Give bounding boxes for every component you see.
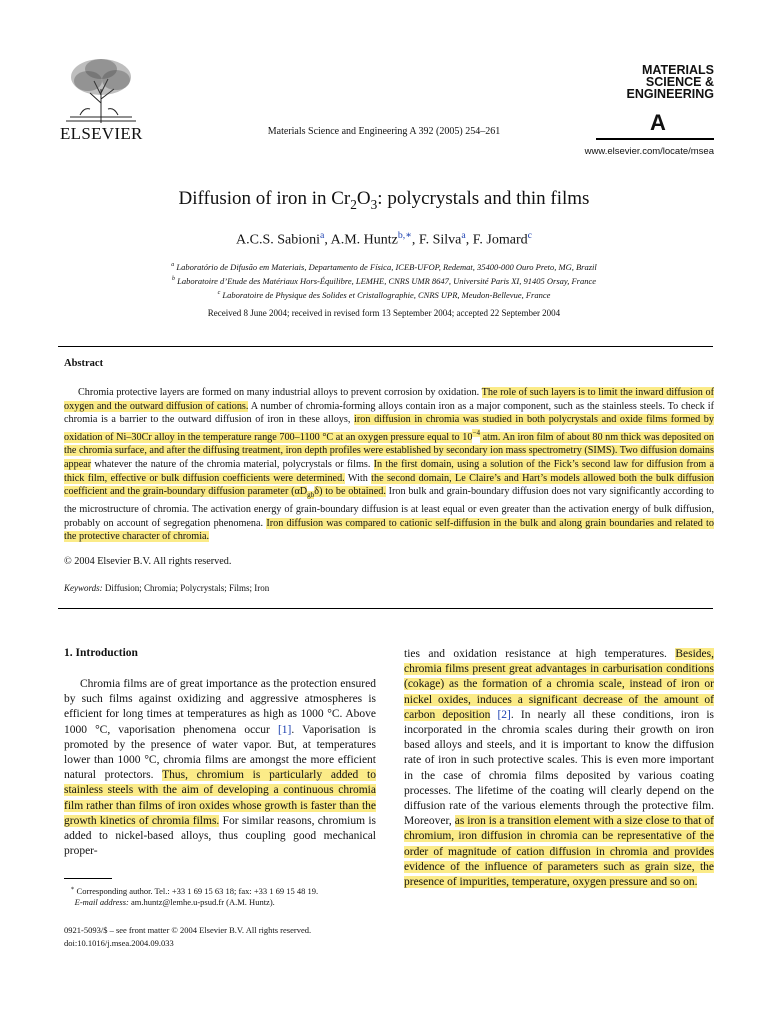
author-affiliation-mark[interactable]: c — [527, 230, 532, 241]
right-column — [404, 647, 714, 890]
abstract-highlight: the second domain, Le Claire’s and Hart’s models allowed both the bulk diffusion coefficient and the grain-boundary diffusion parameter (αD — [64, 472, 715, 498]
citation-link[interactable]: [2] — [497, 708, 511, 721]
journal-logo — [596, 64, 714, 100]
affiliation-mark: c — [217, 290, 221, 297]
abstract-highlight: δ) to be obtained. — [314, 486, 386, 498]
author-separator: , — [324, 232, 331, 248]
abstract-body — [64, 386, 714, 544]
abstract-top-rule — [58, 346, 713, 347]
keywords-text: Diffusion; Chromia; Polycrystals; Films; Iron — [104, 583, 270, 593]
abstract-highlight: In the first domain, using a solution of the Fick’s second law for diffusion from a thick film, effective or bulk diffusion coefficients were determined. — [64, 458, 714, 484]
footnote-mark: ∗ — [70, 886, 75, 892]
footnote-corresponding — [64, 884, 394, 897]
author-affiliation-mark[interactable]: a — [461, 230, 466, 241]
title-part: O — [356, 188, 371, 209]
intro-text: Chromia films are of great importance as the protection ensured by such films against oxidizing and aggressive atmospheres is efficient for long times at temperatures as high as 1000 °C. Above 1000 °C, vaporisation phenomena occur — [64, 678, 376, 736]
footer-issn: 0921-5093/$ – see front matter © 2004 Elsevier B.V. All rights reserved. — [64, 925, 312, 935]
abstract-text: whatever the nature of the chromia material, polycrystals or films. — [91, 458, 374, 470]
abstract-subscript: gb — [307, 491, 315, 500]
author-name: A.M. Huntz — [330, 232, 398, 248]
intro-text: . Vaporisation is promoted by the presence of water vapor. But, at temperatures lower than 1000 °C, chromia films are amongst the more efficient natural protectors. — [64, 723, 377, 782]
received-dates: Received 8 June 2004; received in revised form 13 September 2004; accepted 22 September 2004 — [207, 308, 561, 318]
author-list — [0, 230, 768, 249]
journal-logo-letter: A — [650, 110, 666, 135]
title-part: : polycrystals and thin films — [377, 188, 590, 209]
journal-logo-line2: SCIENCE & — [645, 75, 714, 89]
author-affiliation-mark[interactable]: b,∗ — [397, 230, 412, 241]
author-name: F. Jomard — [472, 232, 528, 248]
journal-url[interactable]: www.elsevier.com/locate/msea — [584, 146, 714, 157]
title-subscript: 2 — [350, 196, 357, 212]
abstract-exponent: −4 — [472, 429, 481, 438]
journal-logo-line3: ENGINEERING — [626, 87, 714, 101]
abstract-heading: Abstract — [64, 358, 104, 369]
affiliation-mark: a — [171, 262, 175, 269]
journal-reference: Materials Science and Engineering A 392 (2005) 254–261 — [267, 126, 501, 137]
paper-title — [0, 188, 768, 213]
footnote-email — [64, 897, 394, 909]
affiliation-c — [0, 290, 768, 300]
author-separator: , — [411, 232, 419, 248]
affiliation-a — [0, 262, 768, 272]
keywords — [64, 583, 269, 593]
intro-text: For similar reasons, chromium is added to nickel-based alloys, thus coupling good mechanical proper- — [64, 814, 377, 858]
author-name: F. Silva — [418, 232, 462, 248]
affiliation-text: Laboratoire de Physique des Solides et Cristallographie, CNRS UPR, Meudon-Bellevue, France — [222, 290, 551, 300]
left-column — [64, 677, 376, 859]
email-address[interactable]: am.huntz@lemhe.u-psud.fr (A.M. Huntz). — [130, 897, 275, 908]
journal-logo-line1: MATERIALS — [642, 63, 714, 77]
abstract-paragraph — [64, 386, 714, 544]
intro-text: . In nearly all these conditions, iron is incorporated in the chromia scales during their growth on iron based alloys and steels, and it is important to know the diffusion rate of iron in such protective scales. This is even more important in the case of chromia films deposited by various coating processes. The lifetime of the coating will clearly depend on the diffusion rate of the various elements through the protective film. Moreover, — [404, 708, 715, 828]
abstract-copyright: © 2004 Elsevier B.V. All rights reserved. — [64, 556, 232, 567]
author-name: A.C.S. Sabioni — [236, 232, 321, 248]
abstract-highlight: Iron diffusion was compared to cationic self-diffusion in the bulk and along grain boundaries and related to the protective character of chromia. — [64, 517, 714, 543]
title-part: Diffusion of iron in Cr — [178, 188, 351, 209]
abstract-bottom-rule — [58, 608, 713, 609]
intro-highlight: Besides, chromia films present great advantages in carburisation conditions (cokage) as the formation of a chromia scale, instead of iron or nickel oxides, induces a significant decrease of the amount of carbon deposition — [404, 648, 714, 721]
footnote-corresponding-text: Corresponding author. Tel.: +33 1 69 15 63 18; fax: +33 1 69 15 48 19. — [76, 885, 319, 896]
abstract-highlight: The role of such layers is to limit the inward diffusion of oxygen and the outward diffusion of cations. — [64, 387, 714, 412]
keywords-label: Keywords: — [64, 583, 103, 593]
abstract-text: Chromia protective layers are formed on many industrial alloys to prevent corrosion by oxidation. — [78, 387, 482, 398]
abstract-text: Iron bulk and grain-boundary diffusion does not vary significantly according to the microstructure of chromia. The activation energy of grain-boundary diffusion is at least equal or even greater than the activation energy of bulk diffusion, probably on account of segregation phenomena. — [64, 486, 715, 529]
intro-text: ties and oxidation resistance at high temperatures. — [404, 648, 676, 660]
abstract-text: A number of chromia-forming alloys contain iron as a major component, such as the stainless steels. To check if chromia is a barrier to the outward diffusion of iron in these alloys, — [64, 400, 714, 426]
abstract-highlight: atm. An iron film of about 80 nm thick was deposited on the chromia surface, and after the diffusing treatment, iron depth profiles were established by secondary ion mass spectrometry (SIMS). Two diffusion domains appear — [64, 431, 714, 470]
elsevier-tree-logo — [60, 55, 142, 125]
abstract-text: With — [344, 472, 372, 484]
affiliation-b — [0, 276, 768, 286]
section-heading: 1. Introduction — [64, 647, 138, 659]
publisher-name: ELSEVIER — [60, 124, 143, 143]
author-separator: , — [465, 232, 473, 248]
email-label: E-mail address: — [74, 897, 129, 908]
intro-paragraph — [64, 677, 376, 859]
footnote — [64, 884, 394, 909]
affiliation-text: Laboratório de Difusão em Materiais, Departamento de Física, ICEB-UFOP, Redemat, 35400-000 Ouro Preto, MG, Brazil — [176, 262, 597, 272]
intro-highlight: Thus, chromium is particularly added to stainless steels with the aim of developing a continuous chromia film rather than films of iron oxides whose growth is faster than the growth kinetics of chromia films. — [64, 769, 376, 827]
page-footer — [64, 924, 394, 950]
footnote-rule — [64, 878, 112, 879]
footer-doi[interactable]: doi:10.1016/j.msea.2004.09.033 — [64, 938, 174, 948]
affiliation-mark: b — [172, 276, 175, 283]
citation-link[interactable]: [1] — [277, 723, 292, 736]
intro-highlight: as iron is a transition element with a size close to that of chromium, iron diffusion in chromia can be representative of the order of magnitude of cation diffusion in chromia and provides evidence of the influence of parameters such as grain size, the presence of impurities, temperature, oxygen pressure and so on. — [404, 815, 714, 889]
header-rule — [596, 138, 714, 140]
title-subscript: 3 — [370, 196, 378, 212]
intro-paragraph — [404, 647, 714, 890]
author-affiliation-mark[interactable]: a — [320, 230, 325, 241]
affiliation-text: Laboratoire d’Etude des Matériaux Hors-Équilibre, LEMHE, CNRS UMR 8647, Université Paris XI, 91405 Orsay, France — [177, 276, 596, 286]
abstract-highlight: iron diffusion in chromia was studied in both polycrystals and oxide films formed by oxidation of Ni–30Cr alloy in the temperature range 700–1100 °C at an oxygen pressure equal to 10 — [64, 414, 714, 443]
